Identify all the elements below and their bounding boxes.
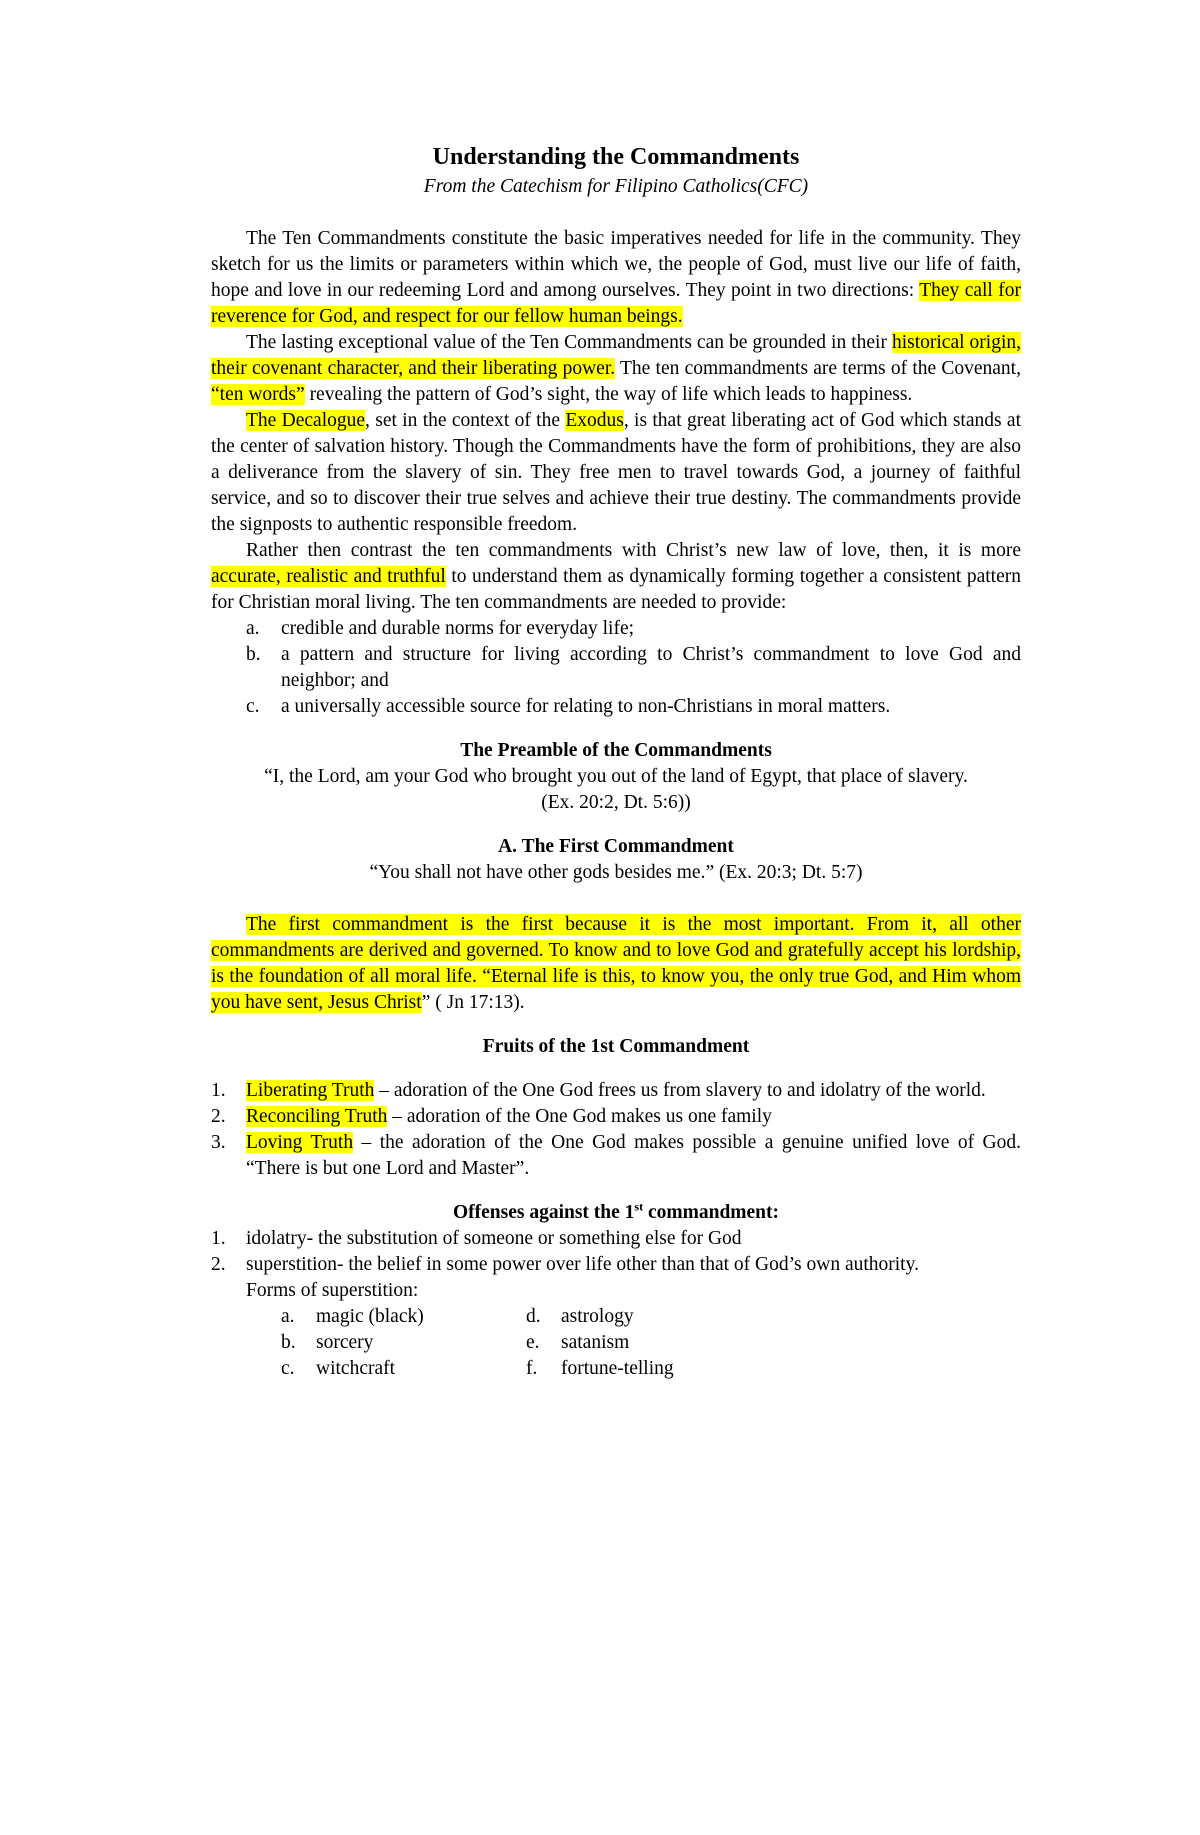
list-item (211, 1130, 1021, 1182)
forms-of-superstition-label: Forms of superstition: (246, 1280, 419, 1301)
list-marker: b. (281, 1332, 296, 1353)
offenses-heading (211, 1200, 1021, 1226)
first-tail: ” ( Jn 17:13). (421, 992, 525, 1013)
para2-text1: The lasting exceptional value of the Ten Commandments can be grounded in their (246, 332, 892, 353)
list-item (526, 1304, 771, 1330)
para4-text1: Rather then contrast the ten commandments with Christ’s new law of love, then, it is more (246, 540, 1021, 561)
offenses-heading-post: commandment: (643, 1202, 780, 1223)
list-marker: b. (246, 644, 261, 665)
preamble-reference: (Ex. 20:2, Dt. 5:6)) (541, 792, 691, 813)
list-marker: a. (246, 618, 260, 639)
list-item (281, 1304, 526, 1330)
offense-text: superstition- the belief in some power over life other than that of God’s own authority. (246, 1254, 919, 1275)
fruit-highlight: Liberating Truth (246, 1080, 375, 1101)
preamble-heading: The Preamble of the Commandments (460, 740, 772, 761)
para1-highlight: They call for reverence for God, and respect for our fellow human beings. (211, 280, 1021, 327)
list-item (281, 1330, 526, 1356)
fruits-list (211, 1078, 1021, 1182)
list-item (526, 1356, 771, 1382)
preamble-quote: “I, the Lord, am your God who brought you out of the land of Egypt, that place of slavery. (264, 766, 968, 787)
para2-text2: The ten commandments are terms of the Covenant, (615, 358, 1021, 379)
list-item (211, 1226, 1021, 1252)
list-marker: e. (526, 1332, 540, 1353)
form-text: witchcraft (316, 1358, 396, 1379)
paragraph-decalogue (211, 408, 1021, 538)
list-marker: 1. (211, 1228, 226, 1249)
first-highlight: The first commandment is the first because it is the most important. From it, all other commandments are derived and governed. To know and to love God and gratefully accept his lordship, is the foundation of all moral life. “Eternal life is this, to know you, the only true God, and Him whom you have sent, Jesus Christ (211, 914, 1021, 1013)
para4-highlight: accurate, realistic and truthful (211, 566, 446, 587)
document-title: Understanding the Commandments (432, 144, 800, 170)
paragraph-contrast (211, 538, 1021, 616)
form-text: sorcery (316, 1332, 374, 1353)
para2-highlight1: historical origin, their covenant character, and their liberating power. (211, 332, 1021, 379)
form-text: fortune-telling (561, 1358, 674, 1379)
para3-highlight1: The Decalogue (246, 410, 366, 431)
list-item (211, 1078, 1021, 1104)
para2-highlight2: “ten words” (211, 384, 305, 405)
list-marker: 2. (211, 1106, 226, 1127)
list-item (211, 694, 1021, 720)
list-item-text: a pattern and structure for living according to Christ’s commandment to love God and neighbor; and (281, 644, 1021, 691)
provide-list (211, 616, 1021, 720)
list-item (526, 1330, 771, 1356)
fruit-text: – adoration of the One God makes us one family (387, 1106, 772, 1127)
list-marker: d. (526, 1306, 541, 1327)
list-item (211, 1104, 1021, 1130)
fruit-highlight: Loving Truth (246, 1132, 354, 1153)
offense-text: idolatry- the substitution of someone or something else for God (246, 1228, 742, 1249)
para2-text3: revealing the pattern of God’s sight, the way of life which leads to happiness. (304, 384, 913, 405)
paragraph-intro (211, 226, 1021, 330)
first-commandment-heading: A. The First Commandment (498, 836, 734, 857)
first-commandment-quote: “You shall not have other gods besides me.” (Ex. 20:3; Dt. 5:7) (369, 862, 863, 883)
document-subtitle: From the Catechism for Filipino Catholics(CFC) (423, 176, 809, 197)
para1-text: The Ten Commandments constitute the basic imperatives needed for life in the community. They sketch for us the limits or parameters within which we, the people of God, must live our life of faith, hope and love in our redeeming Lord and among ourselves. They point in two directions: (211, 228, 1021, 301)
para3-text1: , set in the context of the (365, 410, 566, 431)
list-marker: 1. (211, 1080, 226, 1101)
list-marker: c. (246, 696, 260, 717)
list-marker: a. (281, 1306, 295, 1327)
para4-text2: to understand them as dynamically forming together a consistent pattern for Christian moral living. The ten commandments are needed to provide: (211, 566, 1021, 613)
list-marker: 2. (211, 1254, 226, 1275)
form-text: satanism (561, 1332, 630, 1353)
para3-text2: , is that great liberating act of God which stands at the center of salvation history. Though the Commandments have the form of prohibitions, they are also a deliverance from the slavery of sin. They free men to travel towards God, a journey of faithful service, and so to discover their true selves and achieve their true destiny. The commandments provide the signposts to authentic responsible freedom. (211, 410, 1022, 535)
form-text: astrology (561, 1306, 634, 1327)
offenses-heading-pre: Offenses against the 1 (452, 1202, 635, 1223)
paragraph-value (211, 330, 1021, 408)
list-item (211, 616, 1021, 642)
list-item (211, 1252, 1021, 1278)
fruit-highlight: Reconciling Truth (246, 1106, 388, 1127)
para3-highlight2: Exodus (565, 410, 624, 431)
list-item-text: a universally accessible source for relating to non-Christians in moral matters. (281, 696, 891, 717)
offenses-list (211, 1226, 1021, 1278)
form-text: magic (black) (316, 1306, 424, 1327)
list-marker: f. (526, 1358, 538, 1379)
fruits-heading: Fruits of the 1st Commandment (482, 1036, 750, 1057)
first-commandment-paragraph (211, 912, 1021, 1016)
list-marker: c. (281, 1358, 295, 1379)
fruit-text: – adoration of the One God frees us from slavery to and idolatry of the world. (374, 1080, 986, 1101)
list-item (211, 642, 1021, 694)
fruit-text: – the adoration of the One God makes possible a genuine unified love of God. “There is but one Lord and Master”. (246, 1132, 1021, 1179)
list-item (281, 1356, 526, 1382)
forms-of-superstition-list (281, 1304, 1021, 1382)
list-marker: 3. (211, 1132, 226, 1153)
offenses-heading-sup: st (634, 1199, 644, 1214)
list-item-text: credible and durable norms for everyday life; (281, 618, 635, 639)
document-content (211, 140, 1021, 1382)
